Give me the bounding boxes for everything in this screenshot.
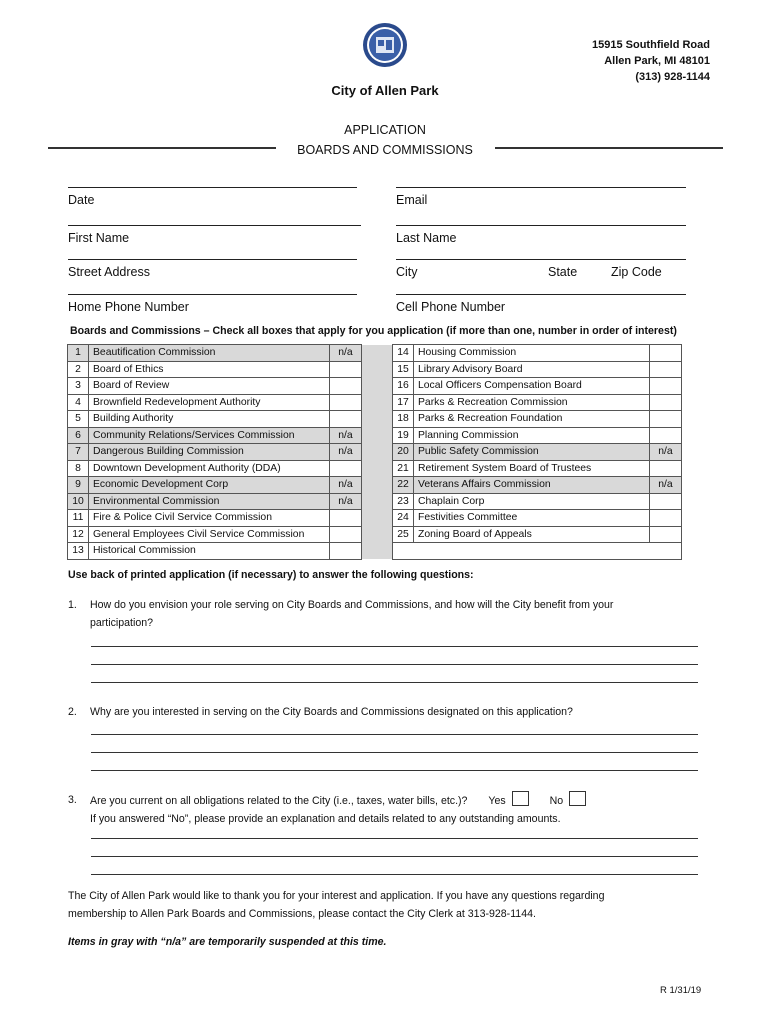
revision-date: R 1/31/19	[660, 985, 702, 996]
board-checkbox: n/a	[330, 493, 362, 510]
table-row	[68, 345, 682, 362]
board-number: 23	[393, 493, 414, 510]
board-checkbox[interactable]	[330, 510, 362, 527]
board-number: 15	[393, 361, 414, 378]
question-2	[68, 703, 718, 723]
board-checkbox[interactable]	[330, 460, 362, 477]
questions-instruction: Use back of printed application (if necessary) to answer the following questions:	[68, 569, 474, 581]
answer-2-line[interactable]	[91, 752, 698, 753]
answer-2-line[interactable]	[91, 770, 698, 771]
no-label: No	[549, 795, 564, 807]
board-number: 25	[393, 526, 414, 543]
board-name: Downtown Development Authority (DDA)	[89, 460, 330, 477]
board-number: 17	[393, 394, 414, 411]
board-name: Economic Development Corp	[89, 477, 330, 494]
form-title-line2: BOARDS AND COMMISSIONS	[297, 143, 473, 157]
date-line	[68, 187, 357, 188]
table-row	[68, 411, 682, 428]
address-line2: Allen Park, MI 48101	[604, 55, 710, 67]
table-divider	[362, 526, 393, 543]
board-checkbox[interactable]	[330, 543, 362, 560]
table-divider	[362, 411, 393, 428]
boards-table	[67, 344, 682, 560]
title-rule-left	[48, 147, 276, 149]
board-name: Parks & Recreation Foundation	[414, 411, 650, 428]
street-address-line	[68, 259, 357, 260]
question-1-text	[90, 596, 613, 632]
board-name: Planning Commission	[414, 427, 650, 444]
board-number: 20	[393, 444, 414, 461]
board-name: Library Advisory Board	[414, 361, 650, 378]
board-name: Dangerous Building Commission	[89, 444, 330, 461]
state-label: State	[548, 265, 578, 279]
street-address-label: Street Address	[68, 265, 150, 279]
question-2-number: 2.	[68, 706, 77, 718]
answer-1-line[interactable]	[91, 664, 698, 665]
date-label: Date	[68, 193, 95, 207]
question-3-line1: Are you current on all obligations related to the City (i.e., taxes, water bills, etc.)?	[90, 795, 468, 807]
question-3-followup: If you answered “No”, please provide an explanation and details related to any outstanding amounts.	[90, 813, 561, 825]
board-checkbox[interactable]	[650, 378, 682, 395]
board-name: Community Relations/Services Commission	[89, 427, 330, 444]
board-number: 16	[393, 378, 414, 395]
question-1-number: 1.	[68, 599, 77, 611]
board-name: Board of Review	[89, 378, 330, 395]
home-phone-line	[68, 294, 357, 295]
yes-label: Yes	[488, 795, 506, 807]
board-name: Environmental Commission	[89, 493, 330, 510]
board-checkbox[interactable]	[650, 460, 682, 477]
city-title: City of Allen Park	[331, 83, 439, 98]
board-name: Zoning Board of Appeals	[414, 526, 650, 543]
table-divider	[362, 493, 393, 510]
table-row	[68, 493, 682, 510]
board-number: 19	[393, 427, 414, 444]
table-divider	[362, 510, 393, 527]
board-name: Retirement System Board of Trustees	[414, 460, 650, 477]
board-number: 12	[68, 526, 89, 543]
answer-3-line[interactable]	[91, 856, 698, 857]
table-row	[68, 460, 682, 477]
last-name-line	[396, 225, 686, 226]
table-row	[68, 477, 682, 494]
table-divider	[362, 477, 393, 494]
table-row	[68, 361, 682, 378]
table-row	[68, 526, 682, 543]
thank-you-line2: membership to Allen Park Boards and Commissions, please contact the City Clerk at 313-928-1144.	[68, 908, 536, 920]
board-name: Public Safety Commission	[414, 444, 650, 461]
board-checkbox: n/a	[330, 477, 362, 494]
home-phone-label: Home Phone Number	[68, 300, 189, 314]
board-number: 11	[68, 510, 89, 527]
last-name-field[interactable]	[396, 225, 686, 245]
cell-phone-line	[396, 294, 686, 295]
board-number: 13	[68, 543, 89, 560]
table-row	[68, 378, 682, 395]
answer-2-line[interactable]	[91, 734, 698, 735]
answer-3-line[interactable]	[91, 838, 698, 839]
first-name-label: First Name	[68, 231, 130, 245]
city-state-zip-line	[396, 259, 686, 260]
board-checkbox[interactable]	[650, 394, 682, 411]
board-number: 4	[68, 394, 89, 411]
question-3	[68, 791, 718, 831]
board-checkbox[interactable]	[650, 526, 682, 543]
address-line1: 15915 Southfield Road	[592, 39, 710, 51]
date-field[interactable]	[68, 187, 357, 207]
board-name: Chaplain Corp	[414, 493, 650, 510]
table-row	[68, 427, 682, 444]
last-name-label: Last Name	[396, 231, 457, 245]
board-number: 21	[393, 460, 414, 477]
board-name: Building Authority	[89, 411, 330, 428]
table-divider	[362, 394, 393, 411]
zip-label: Zip Code	[611, 265, 662, 279]
table-divider	[362, 444, 393, 461]
board-checkbox[interactable]	[330, 411, 362, 428]
question-1	[68, 596, 718, 636]
first-name-field[interactable]	[68, 225, 361, 245]
board-checkbox: n/a	[330, 444, 362, 461]
empty-cell	[393, 543, 682, 560]
board-name: Brownfield Redevelopment Authority	[89, 394, 330, 411]
thank-you-line1: The City of Allen Park would like to thank you for your interest and application. If you have any questions regarding	[68, 890, 605, 902]
board-checkbox: n/a	[330, 427, 362, 444]
board-checkbox[interactable]	[650, 510, 682, 527]
cell-phone-label: Cell Phone Number	[396, 300, 506, 314]
table-divider	[362, 427, 393, 444]
board-checkbox[interactable]	[650, 493, 682, 510]
board-number: 5	[68, 411, 89, 428]
no-checkbox[interactable]	[569, 791, 586, 806]
home-phone-field[interactable]	[68, 294, 357, 314]
table-row	[68, 444, 682, 461]
board-name: Parks & Recreation Commission	[414, 394, 650, 411]
board-checkbox[interactable]	[330, 394, 362, 411]
board-number: 3	[68, 378, 89, 395]
form-title	[0, 120, 770, 160]
table-row	[68, 510, 682, 527]
question-3-number: 3.	[68, 794, 77, 806]
board-name: Beautification Commission	[89, 345, 330, 362]
board-number: 14	[393, 345, 414, 362]
boards-heading: Boards and Commissions – Check all boxes that apply for you application (if more than one, number in order of interest)	[70, 325, 677, 337]
address-block	[592, 37, 710, 85]
board-checkbox[interactable]	[650, 411, 682, 428]
board-number: 22	[393, 477, 414, 494]
suspended-note: Items in gray with “n/a” are temporarily suspended at this time.	[68, 936, 387, 948]
street-address-field[interactable]	[68, 259, 357, 279]
table-divider	[362, 543, 393, 560]
board-number: 10	[68, 493, 89, 510]
yes-checkbox[interactable]	[512, 791, 529, 806]
board-number: 6	[68, 427, 89, 444]
board-name: Board of Ethics	[89, 361, 330, 378]
board-checkbox: n/a	[650, 444, 682, 461]
answer-1-line[interactable]	[91, 682, 698, 683]
question-1-line1: How do you envision your role serving on City Boards and Commissions, and how will the City benefit from your	[90, 599, 614, 611]
email-label: Email	[396, 193, 428, 207]
city-seal	[362, 22, 408, 68]
board-name: Festivities Committee	[414, 510, 650, 527]
board-name: Local Officers Compensation Board	[414, 378, 650, 395]
board-checkbox: n/a	[330, 345, 362, 362]
board-name: Veterans Affairs Commission	[414, 477, 650, 494]
table-row	[68, 394, 682, 411]
thank-you-text	[68, 887, 708, 923]
table-row	[68, 543, 682, 560]
answer-1-line[interactable]	[91, 646, 698, 647]
table-divider	[362, 378, 393, 395]
board-number: 8	[68, 460, 89, 477]
email-field[interactable]	[396, 187, 686, 207]
board-name: Housing Commission	[414, 345, 650, 362]
board-number: 7	[68, 444, 89, 461]
board-name: General Employees Civil Service Commission	[89, 526, 330, 543]
question-1-line2: participation?	[90, 617, 154, 629]
board-checkbox[interactable]	[650, 345, 682, 362]
cell-phone-field[interactable]	[396, 294, 686, 314]
table-divider	[362, 345, 393, 362]
city-label: City	[396, 265, 418, 279]
first-name-line	[68, 225, 361, 226]
board-number: 2	[68, 361, 89, 378]
board-number: 24	[393, 510, 414, 527]
form-title-line1: APPLICATION	[344, 123, 426, 137]
board-name: Historical Commission	[89, 543, 330, 560]
address-phone: (313) 928-1144	[635, 71, 710, 83]
email-line	[396, 187, 686, 188]
board-number: 18	[393, 411, 414, 428]
board-checkbox[interactable]	[650, 427, 682, 444]
board-checkbox: n/a	[650, 477, 682, 494]
board-name: Fire & Police Civil Service Commission	[89, 510, 330, 527]
question-2-text: Why are you interested in serving on the City Boards and Commissions designated on this application?	[90, 706, 573, 718]
board-checkbox[interactable]	[330, 526, 362, 543]
board-checkbox[interactable]	[650, 361, 682, 378]
table-divider	[362, 361, 393, 378]
board-checkbox[interactable]	[330, 361, 362, 378]
title-rule-right	[495, 147, 723, 149]
question-3-text	[90, 791, 586, 828]
answer-3-line[interactable]	[91, 874, 698, 875]
board-checkbox[interactable]	[330, 378, 362, 395]
table-divider	[362, 460, 393, 477]
board-number: 9	[68, 477, 89, 494]
board-number: 1	[68, 345, 89, 362]
